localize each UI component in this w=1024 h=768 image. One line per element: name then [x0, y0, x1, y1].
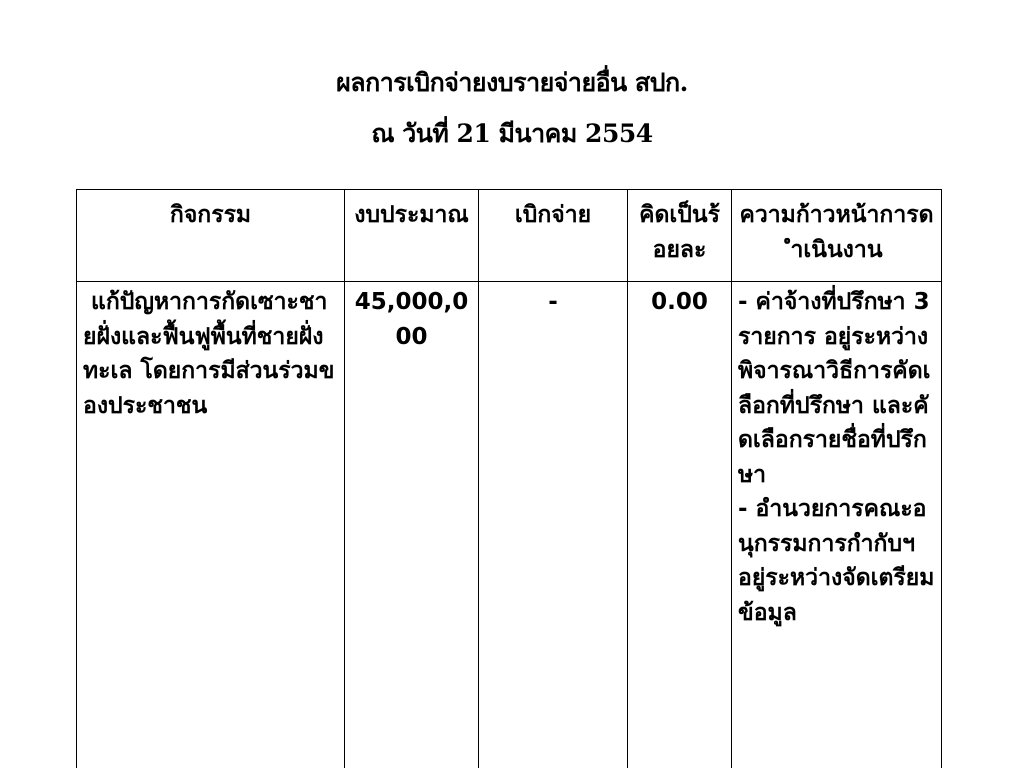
cell-percent: 0.00 — [628, 282, 732, 768]
cell-progress — [732, 282, 942, 768]
progress-item: - ค่าจ้างที่ปรึกษา 3 รายการ อยู่ระหว่างพิจารณาวิธีการคัดเลือกที่ปรึกษา และคัดเลือกรายชื่อที่ปรึกษา — [738, 289, 931, 488]
header-progress: ความก้าวหน้าการดำเนินงาน — [732, 190, 942, 282]
cell-budget: 45,000,000 — [345, 282, 479, 768]
cell-activity: แก้ปัญหาการกัดเซาะชายฝั่งและฟื้นฟูพื้นที่ชายฝั่งทะเล โดยการมีส่วนร่วมของประชาชน — [77, 282, 345, 768]
progress-item: - อำนวยการคณะอนุกรรมการกำกับฯ อยู่ระหว่างจัดเตรียมข้อมูล — [738, 496, 935, 626]
table-row — [77, 282, 942, 768]
table-header-row — [77, 190, 942, 282]
header-percent: คิดเป็นร้อยละ — [628, 190, 732, 282]
document-title: ผลการเบิกจ่ายงบรายจ่ายอื่น สปก. — [336, 68, 688, 97]
disbursement-table — [76, 189, 942, 768]
header-budget: งบประมาณ — [345, 190, 479, 282]
header-activity: กิจกรรม — [77, 190, 345, 282]
document-date-subtitle: ณ วันที่ 21 มีนาคม 2554 — [371, 119, 653, 148]
header-disbursed: เบิกจ่าย — [479, 190, 628, 282]
cell-disbursed: - — [479, 282, 628, 768]
